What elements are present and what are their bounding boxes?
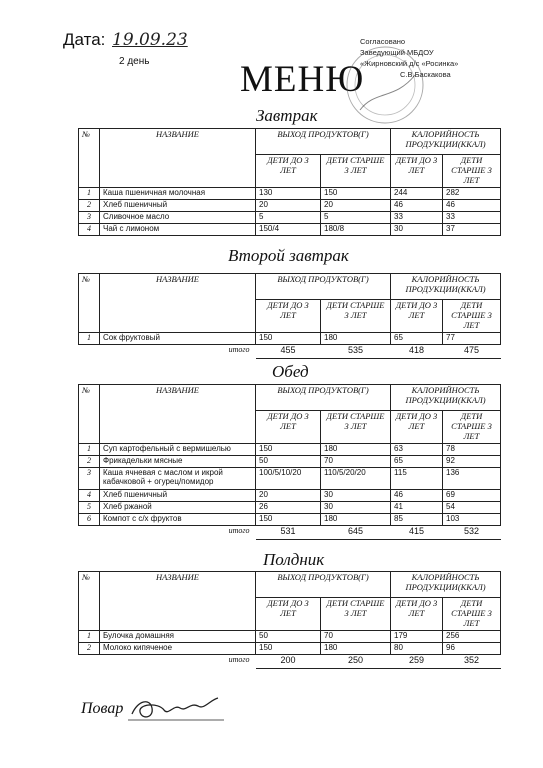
row-yield-under3: 20 <box>256 490 321 502</box>
col-cal-under3: ДЕТИ ДО 3 ЛЕТ <box>391 598 443 631</box>
row-cal-over3: 282 <box>443 188 501 200</box>
table-row <box>79 468 501 490</box>
day-label: 2 день <box>119 56 150 67</box>
col-name: НАЗВАНИЕ <box>100 129 256 188</box>
col-name: НАЗВАНИЕ <box>100 385 256 444</box>
col-yield-under3: ДЕТИ ДО 3 ЛЕТ <box>256 598 321 631</box>
col-num: № <box>79 572 100 631</box>
row-num: 2 <box>79 456 100 468</box>
table-row <box>79 490 501 502</box>
row-cal-under3: 65 <box>391 333 443 345</box>
row-name: Каша пшеничная молочная <box>100 188 256 200</box>
row-yield-over3: 30 <box>321 490 391 502</box>
col-yield-over3: ДЕТИ СТАРШЕ 3 ЛЕТ <box>321 155 391 188</box>
row-cal-over3: 54 <box>443 502 501 514</box>
row-num: 6 <box>79 514 100 526</box>
col-calories: КАЛОРИЙНОСТЬ ПРОДУКЦИИ(ККАЛ) <box>391 385 501 411</box>
row-name: Суп картофельный с вермишелью <box>100 444 256 456</box>
total-row <box>79 345 501 359</box>
total-label: итого <box>228 526 250 535</box>
row-yield-over3: 70 <box>321 631 391 643</box>
row-yield-over3: 110/5/20/20 <box>321 468 391 490</box>
col-calories: КАЛОРИЙНОСТЬ ПРОДУКЦИИ(ККАЛ) <box>391 274 501 300</box>
total-yield-under3: 200 <box>256 655 321 669</box>
row-yield-under3: 150 <box>256 444 321 456</box>
row-cal-under3: 46 <box>391 200 443 212</box>
total-cal-under3: 259 <box>391 655 443 669</box>
row-cal-under3: 80 <box>391 643 443 655</box>
col-cal-under3: ДЕТИ ДО 3 ЛЕТ <box>391 411 443 444</box>
col-cal-over3: ДЕТИ СТАРШЕ 3 ЛЕТ <box>443 598 501 631</box>
total-label: итого <box>228 655 250 664</box>
col-cal-over3: ДЕТИ СТАРШЕ 3 ЛЕТ <box>443 300 501 333</box>
row-name: Булочка домашняя <box>100 631 256 643</box>
row-cal-under3: 65 <box>391 456 443 468</box>
col-name: НАЗВАНИЕ <box>100 274 256 333</box>
row-yield-over3: 30 <box>321 502 391 514</box>
col-yield-over3: ДЕТИ СТАРШЕ 3 ЛЕТ <box>321 300 391 333</box>
total-yield-over3: 645 <box>321 526 391 540</box>
col-num: № <box>79 274 100 333</box>
date-value: 19.09.23 <box>112 30 188 50</box>
row-cal-under3: 63 <box>391 444 443 456</box>
row-name: Молоко кипяченое <box>100 643 256 655</box>
col-cal-over3: ДЕТИ СТАРШЕ 3 ЛЕТ <box>443 155 501 188</box>
table-second-breakfast <box>78 273 501 359</box>
row-num: 2 <box>79 200 100 212</box>
approval-line: Согласовано <box>360 37 406 46</box>
total-label: итого <box>228 345 250 354</box>
col-num: № <box>79 385 100 444</box>
row-yield-under3: 20 <box>256 200 321 212</box>
col-yield: ВЫХОД ПРОДУКТОВ(Г) <box>256 129 391 155</box>
row-yield-over3: 70 <box>321 456 391 468</box>
row-yield-over3: 180 <box>321 333 391 345</box>
col-cal-under3: ДЕТИ ДО 3 ЛЕТ <box>391 300 443 333</box>
section-title-snack: Полдник <box>263 550 325 569</box>
row-cal-over3: 69 <box>443 490 501 502</box>
row-name: Хлеб ржаной <box>100 502 256 514</box>
col-name: НАЗВАНИЕ <box>100 572 256 631</box>
row-yield-over3: 20 <box>321 200 391 212</box>
table-row <box>79 212 501 224</box>
table-row <box>79 514 501 526</box>
col-cal-over3: ДЕТИ СТАРШЕ 3 ЛЕТ <box>443 411 501 444</box>
total-cal-over3: 352 <box>443 655 501 669</box>
row-yield-under3: 150/4 <box>256 224 321 236</box>
col-calories: КАЛОРИЙНОСТЬ ПРОДУКЦИИ(ККАЛ) <box>391 572 501 598</box>
approval-line: «Жирновский д/с «Росинка» <box>360 59 459 68</box>
row-cal-over3: 37 <box>443 224 501 236</box>
row-num: 1 <box>79 444 100 456</box>
row-cal-over3: 77 <box>443 333 501 345</box>
row-cal-over3: 103 <box>443 514 501 526</box>
row-cal-under3: 115 <box>391 468 443 490</box>
row-cal-under3: 33 <box>391 212 443 224</box>
row-name: Каша ячневая с маслом и икрой кабачковой + огурец/помидор <box>100 468 256 490</box>
row-yield-under3: 150 <box>256 333 321 345</box>
row-name: Сок фруктовый <box>100 333 256 345</box>
row-yield-over3: 5 <box>321 212 391 224</box>
table-row <box>79 188 501 200</box>
row-cal-over3: 78 <box>443 444 501 456</box>
total-row <box>79 526 501 540</box>
total-cal-under3: 415 <box>391 526 443 540</box>
table-row <box>79 200 501 212</box>
row-cal-over3: 96 <box>443 643 501 655</box>
row-yield-over3: 150 <box>321 188 391 200</box>
total-row <box>79 655 501 669</box>
total-yield-over3: 535 <box>321 345 391 359</box>
row-yield-under3: 130 <box>256 188 321 200</box>
col-yield-over3: ДЕТИ СТАРШЕ 3 ЛЕТ <box>321 411 391 444</box>
col-yield: ВЫХОД ПРОДУКТОВ(Г) <box>256 572 391 598</box>
row-cal-over3: 256 <box>443 631 501 643</box>
section-title-second-breakfast: Второй завтрак <box>228 246 349 265</box>
date-label: Дата: <box>63 30 106 49</box>
row-num: 3 <box>79 212 100 224</box>
table-row <box>79 643 501 655</box>
row-num: 4 <box>79 224 100 236</box>
row-cal-over3: 46 <box>443 200 501 212</box>
total-cal-over3: 475 <box>443 345 501 359</box>
row-yield-over3: 180/8 <box>321 224 391 236</box>
total-yield-under3: 455 <box>256 345 321 359</box>
row-cal-under3: 30 <box>391 224 443 236</box>
row-yield-over3: 180 <box>321 514 391 526</box>
row-cal-over3: 92 <box>443 456 501 468</box>
total-cal-under3: 418 <box>391 345 443 359</box>
section-title-breakfast: Завтрак <box>256 106 318 125</box>
row-yield-under3: 50 <box>256 631 321 643</box>
row-num: 3 <box>79 468 100 490</box>
row-cal-under3: 85 <box>391 514 443 526</box>
row-yield-under3: 26 <box>256 502 321 514</box>
table-lunch <box>78 384 501 540</box>
table-breakfast <box>78 128 501 236</box>
approval-line: С.В.Баскакова <box>400 70 451 79</box>
row-num: 2 <box>79 643 100 655</box>
table-row <box>79 502 501 514</box>
row-num: 5 <box>79 502 100 514</box>
row-num: 1 <box>79 333 100 345</box>
row-name: Хлеб пшеничный <box>100 490 256 502</box>
col-yield-over3: ДЕТИ СТАРШЕ 3 ЛЕТ <box>321 598 391 631</box>
row-cal-over3: 33 <box>443 212 501 224</box>
row-yield-under3: 5 <box>256 212 321 224</box>
row-num: 4 <box>79 490 100 502</box>
approval-block <box>360 36 458 80</box>
row-yield-under3: 150 <box>256 514 321 526</box>
row-name: Компот с с/х фруктов <box>100 514 256 526</box>
table-snack <box>78 571 501 669</box>
page-title: МЕНЮ <box>240 59 365 100</box>
table-row <box>79 631 501 643</box>
row-cal-under3: 41 <box>391 502 443 514</box>
row-cal-over3: 136 <box>443 468 501 490</box>
row-yield-under3: 100/5/10/20 <box>256 468 321 490</box>
signature-icon <box>128 690 228 726</box>
row-yield-under3: 50 <box>256 456 321 468</box>
table-row <box>79 333 501 345</box>
row-name: Хлеб пшеничный <box>100 200 256 212</box>
row-cal-under3: 46 <box>391 490 443 502</box>
col-cal-under3: ДЕТИ ДО 3 ЛЕТ <box>391 155 443 188</box>
total-yield-over3: 250 <box>321 655 391 669</box>
cook-label: Повар <box>81 700 124 717</box>
table-row <box>79 456 501 468</box>
row-name: Сливочное масло <box>100 212 256 224</box>
row-cal-under3: 179 <box>391 631 443 643</box>
col-yield-under3: ДЕТИ ДО 3 ЛЕТ <box>256 411 321 444</box>
table-row <box>79 444 501 456</box>
row-name: Фрикадельки мясные <box>100 456 256 468</box>
row-yield-over3: 180 <box>321 643 391 655</box>
approval-line: Заведующий МБДОУ <box>360 48 434 57</box>
col-yield: ВЫХОД ПРОДУКТОВ(Г) <box>256 274 391 300</box>
total-cal-over3: 532 <box>443 526 501 540</box>
section-title-lunch: Обед <box>272 362 309 381</box>
col-yield-under3: ДЕТИ ДО 3 ЛЕТ <box>256 300 321 333</box>
row-yield-over3: 180 <box>321 444 391 456</box>
total-yield-under3: 531 <box>256 526 321 540</box>
col-yield-under3: ДЕТИ ДО 3 ЛЕТ <box>256 155 321 188</box>
col-calories: КАЛОРИЙНОСТЬ ПРОДУКЦИИ(ККАЛ) <box>391 129 501 155</box>
row-cal-under3: 244 <box>391 188 443 200</box>
row-num: 1 <box>79 631 100 643</box>
col-num: № <box>79 129 100 188</box>
row-name: Чай с лимоном <box>100 224 256 236</box>
row-num: 1 <box>79 188 100 200</box>
table-row <box>79 224 501 236</box>
col-yield: ВЫХОД ПРОДУКТОВ(Г) <box>256 385 391 411</box>
row-yield-under3: 150 <box>256 643 321 655</box>
